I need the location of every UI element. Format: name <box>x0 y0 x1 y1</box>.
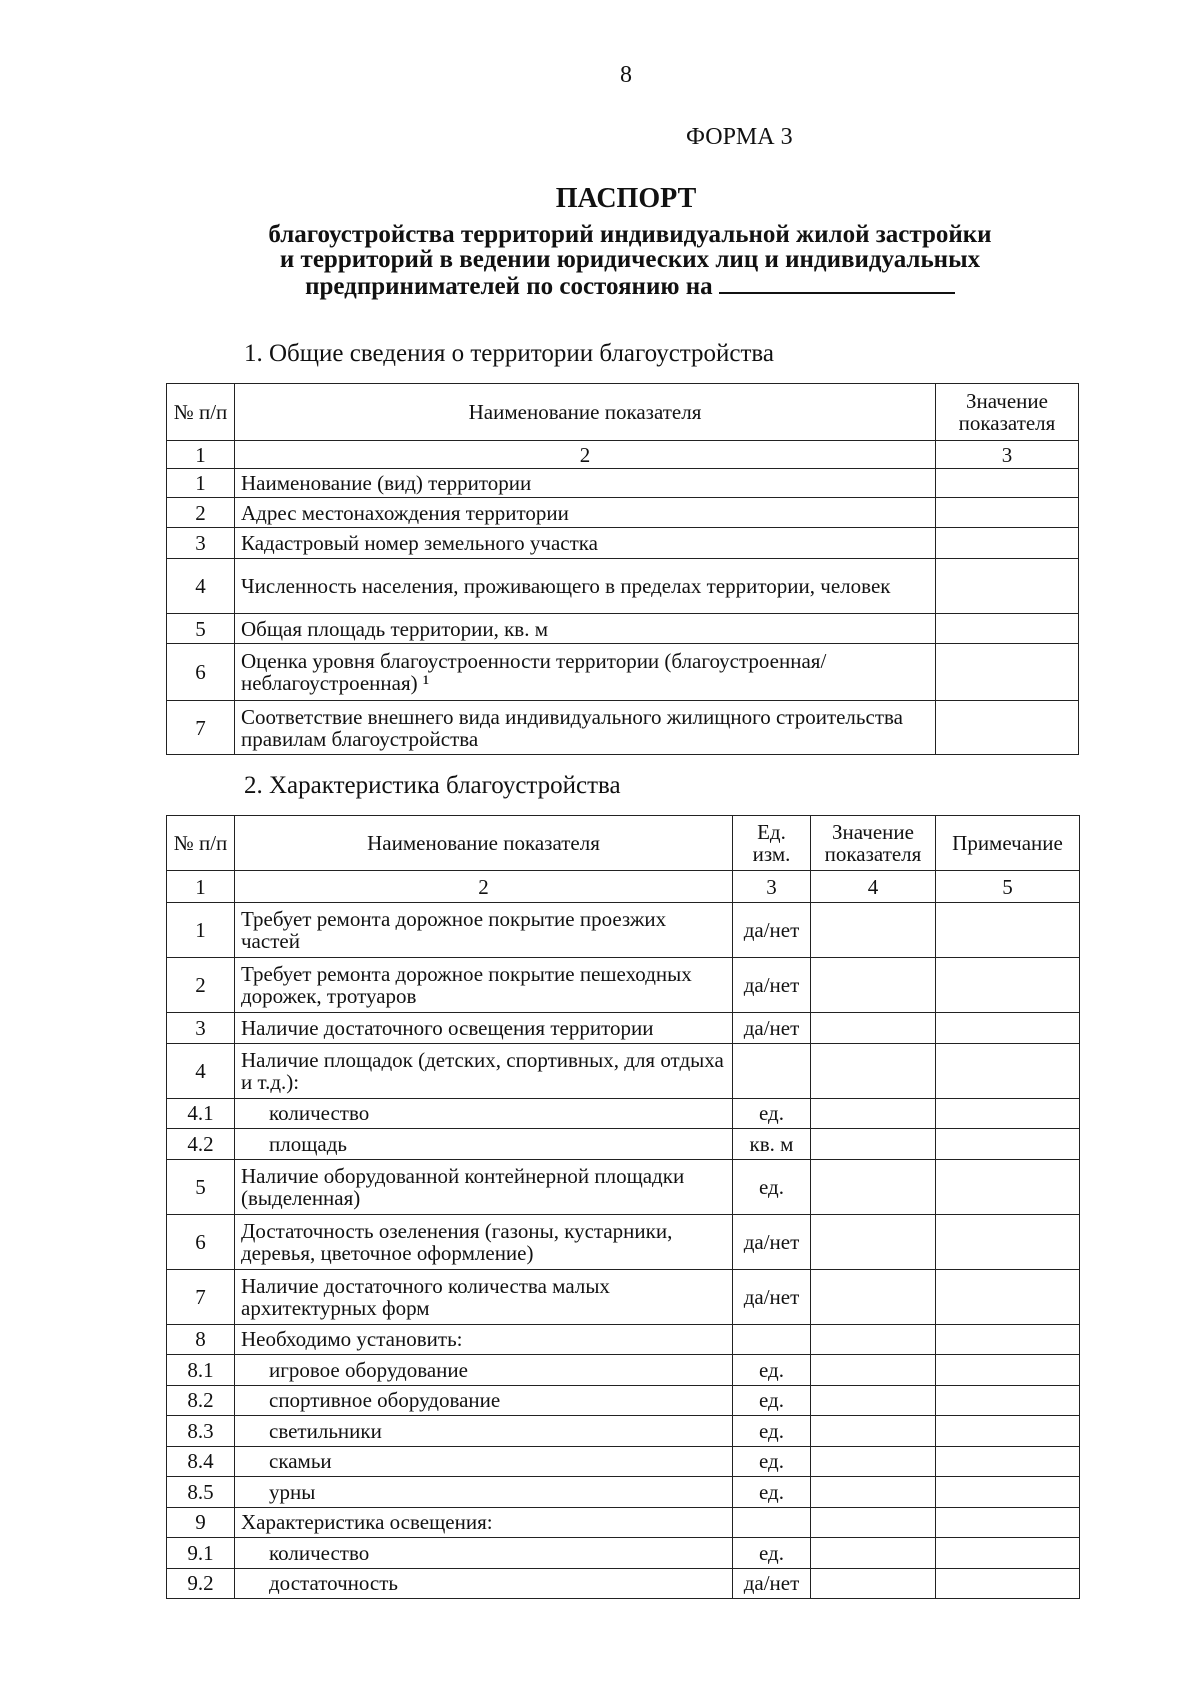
indicator-name: площадь <box>235 1129 733 1160</box>
note-header: Примечание <box>936 816 1080 871</box>
table-row <box>167 528 1079 559</box>
note-field[interactable] <box>936 1507 1080 1538</box>
indicator-value-field[interactable] <box>936 498 1079 528</box>
indicator-name: Характеристика освещения: <box>235 1507 733 1538</box>
subtitle-line: предпринимателей по состоянию на <box>305 273 713 300</box>
unit: ед. <box>733 1477 811 1508</box>
indicator-value-field[interactable] <box>811 1385 936 1416</box>
improvement-characteristics-table <box>166 815 1080 1599</box>
indicator-value-field[interactable] <box>936 559 1079 614</box>
value-header: Значение показателя <box>811 816 936 871</box>
column-number: 2 <box>235 441 936 469</box>
row-number: 9.2 <box>167 1568 235 1599</box>
indicator-value-field[interactable] <box>936 614 1079 644</box>
indicator-value-field[interactable] <box>811 1214 936 1269</box>
indicator-name: игровое оборудование <box>235 1355 733 1386</box>
note-field[interactable] <box>936 1159 1080 1214</box>
note-field[interactable] <box>936 1568 1080 1599</box>
indicator-name: количество <box>235 1098 733 1129</box>
number-header: № п/п <box>167 816 235 871</box>
unit: да/нет <box>733 1013 811 1044</box>
table-row <box>167 1507 1080 1538</box>
column-number: 4 <box>811 871 936 903</box>
name-header: Наименование показателя <box>235 384 936 441</box>
indicator-value-field[interactable] <box>936 469 1079 498</box>
unit-header: Ед. изм. <box>733 816 811 871</box>
column-number: 1 <box>167 871 235 903</box>
indicator-value-field[interactable] <box>811 1538 936 1569</box>
table-row <box>167 1568 1080 1599</box>
name-header: Наименование показателя <box>235 816 733 871</box>
indicator-value-field[interactable] <box>811 1013 936 1044</box>
indicator-value-field[interactable] <box>936 528 1079 559</box>
header-row <box>167 816 1080 871</box>
indicator-name: Адрес местонахождения территории <box>235 498 936 528</box>
note-field[interactable] <box>936 903 1080 958</box>
indicator-value-field[interactable] <box>811 1446 936 1477</box>
header-row <box>167 384 1079 441</box>
document-title: ПАСПОРТ <box>555 183 697 214</box>
column-number: 1 <box>167 441 235 469</box>
unit: ед. <box>733 1098 811 1129</box>
table-row <box>167 1214 1080 1269</box>
note-field[interactable] <box>936 958 1080 1013</box>
row-number: 4 <box>167 559 235 614</box>
row-number: 8.3 <box>167 1416 235 1447</box>
note-field[interactable] <box>936 1013 1080 1044</box>
page-number: 8 <box>620 62 632 88</box>
number-header: № п/п <box>167 384 235 441</box>
table-row <box>167 1477 1080 1508</box>
table-row <box>167 559 1079 614</box>
table-row <box>167 1159 1080 1214</box>
column-number: 5 <box>936 871 1080 903</box>
unit: да/нет <box>733 903 811 958</box>
note-field[interactable] <box>936 1538 1080 1569</box>
indicator-value-field[interactable] <box>811 903 936 958</box>
indicator-value-field[interactable] <box>811 1477 936 1508</box>
table-row <box>167 1013 1080 1044</box>
row-number: 2 <box>167 958 235 1013</box>
indicator-name: Наличие оборудованной контейнерной площадки (выделенная) <box>235 1159 733 1214</box>
indicator-name: урны <box>235 1477 733 1508</box>
column-number: 3 <box>936 441 1079 469</box>
indicator-value-field[interactable] <box>811 1324 936 1355</box>
row-number: 8.1 <box>167 1355 235 1386</box>
unit: ед. <box>733 1416 811 1447</box>
row-number: 8.5 <box>167 1477 235 1508</box>
note-field[interactable] <box>936 1324 1080 1355</box>
row-number: 5 <box>167 614 235 644</box>
indicator-value-field[interactable] <box>811 1043 936 1098</box>
indicator-name: светильники <box>235 1416 733 1447</box>
row-number: 2 <box>167 498 235 528</box>
indicator-value-field[interactable] <box>811 1159 936 1214</box>
unit: ед. <box>733 1355 811 1386</box>
row-number: 5 <box>167 1159 235 1214</box>
table-row <box>167 701 1079 755</box>
row-number: 9.1 <box>167 1538 235 1569</box>
row-number: 4.2 <box>167 1129 235 1160</box>
table-row <box>167 614 1079 644</box>
indicator-name: Соответствие внешнего вида индивидуального жилищного строительства правилам благоустройства <box>235 701 936 755</box>
unit: да/нет <box>733 958 811 1013</box>
indicator-name: Наличие достаточного количества малых архитектурных форм <box>235 1269 733 1324</box>
indicator-name: Общая площадь территории, кв. м <box>235 614 936 644</box>
row-number: 6 <box>167 1214 235 1269</box>
unit: ед. <box>733 1385 811 1416</box>
row-number: 1 <box>167 469 235 498</box>
row-number: 9 <box>167 1507 235 1538</box>
section2-heading: 2. Характеристика благоустройства <box>244 772 621 799</box>
row-number: 7 <box>167 1269 235 1324</box>
table-row <box>167 469 1079 498</box>
indicator-value-field[interactable] <box>811 1416 936 1447</box>
indicator-name: спортивное оборудование <box>235 1385 733 1416</box>
column-number-row <box>167 871 1080 903</box>
indicator-value-field[interactable] <box>811 1355 936 1386</box>
unit <box>733 1043 811 1098</box>
unit: да/нет <box>733 1214 811 1269</box>
note-field[interactable] <box>936 1385 1080 1416</box>
row-number: 1 <box>167 903 235 958</box>
indicator-name: Оценка уровня благоустроенности территории (благоустроенная/ неблагоустроенная) ¹ <box>235 644 936 701</box>
table-row <box>167 1355 1080 1386</box>
table-row <box>167 1098 1080 1129</box>
table-row <box>167 498 1079 528</box>
row-number: 3 <box>167 528 235 559</box>
document-subtitle <box>200 222 1060 299</box>
table-row <box>167 1446 1080 1477</box>
indicator-name: Наименование (вид) территории <box>235 469 936 498</box>
row-number: 8.4 <box>167 1446 235 1477</box>
note-field[interactable] <box>936 1355 1080 1386</box>
unit: ед. <box>733 1159 811 1214</box>
unit: да/нет <box>733 1269 811 1324</box>
column-number: 2 <box>235 871 733 903</box>
unit: ед. <box>733 1446 811 1477</box>
subtitle-line-with-date <box>200 272 1060 299</box>
note-field[interactable] <box>936 1129 1080 1160</box>
table-row <box>167 644 1079 701</box>
section1-heading: 1. Общие сведения о территории благоустройства <box>244 340 774 367</box>
subtitle-line: благоустройства территорий индивидуальной жилой застройки <box>268 221 992 248</box>
unit <box>733 1324 811 1355</box>
indicator-value-field[interactable] <box>811 1568 936 1599</box>
indicator-name: Численность населения, проживающего в пределах территории, человек <box>235 559 936 614</box>
table-row <box>167 1385 1080 1416</box>
indicator-value-field[interactable] <box>811 1507 936 1538</box>
note-field[interactable] <box>936 1214 1080 1269</box>
general-info-table <box>166 383 1079 755</box>
indicator-value-field[interactable] <box>811 1098 936 1129</box>
indicator-value-field[interactable] <box>811 958 936 1013</box>
note-field[interactable] <box>936 1446 1080 1477</box>
note-field[interactable] <box>936 1269 1080 1324</box>
table-row <box>167 1043 1080 1098</box>
table-row <box>167 958 1080 1013</box>
row-number: 4.1 <box>167 1098 235 1129</box>
table-row <box>167 1538 1080 1569</box>
row-number: 4 <box>167 1043 235 1098</box>
unit <box>733 1507 811 1538</box>
table-row <box>167 1324 1080 1355</box>
table-row <box>167 1269 1080 1324</box>
table-row <box>167 1416 1080 1447</box>
column-number-row <box>167 441 1079 469</box>
row-number: 8 <box>167 1324 235 1355</box>
note-field[interactable] <box>936 1477 1080 1508</box>
indicator-value-field[interactable] <box>936 644 1079 701</box>
row-number: 8.2 <box>167 1385 235 1416</box>
subtitle-line: и территорий в ведении юридических лиц и индивидуальных <box>279 246 981 273</box>
note-field[interactable] <box>936 1416 1080 1447</box>
indicator-name: Требует ремонта дорожное покрытие проезжих частей <box>235 903 733 958</box>
indicator-name: Наличие достаточного освещения территории <box>235 1013 733 1044</box>
column-number: 3 <box>733 871 811 903</box>
indicator-name: Требует ремонта дорожное покрытие пешеходных дорожек, тротуаров <box>235 958 733 1013</box>
value-header: Значение показателя <box>936 384 1079 441</box>
indicator-value-field[interactable] <box>936 701 1079 755</box>
unit: кв. м <box>733 1129 811 1160</box>
indicator-name: количество <box>235 1538 733 1569</box>
indicator-name: Кадастровый номер земельного участка <box>235 528 936 559</box>
row-number: 6 <box>167 644 235 701</box>
table-row <box>167 1129 1080 1160</box>
indicator-name: Необходимо установить: <box>235 1324 733 1355</box>
indicator-value-field[interactable] <box>811 1269 936 1324</box>
note-field[interactable] <box>936 1098 1080 1129</box>
date-blank-field[interactable] <box>719 272 955 294</box>
form-label: ФОРМА 3 <box>686 124 793 150</box>
indicator-name: Наличие площадок (детских, спортивных, для отдыха и т.д.): <box>235 1043 733 1098</box>
indicator-name: достаточность <box>235 1568 733 1599</box>
row-number: 3 <box>167 1013 235 1044</box>
note-field[interactable] <box>936 1043 1080 1098</box>
indicator-name: Достаточность озеленения (газоны, кустарники, деревья, цветочное оформление) <box>235 1214 733 1269</box>
table-row <box>167 903 1080 958</box>
row-number: 7 <box>167 701 235 755</box>
unit: ед. <box>733 1538 811 1569</box>
indicator-name: скамьи <box>235 1446 733 1477</box>
indicator-value-field[interactable] <box>811 1129 936 1160</box>
unit: да/нет <box>733 1568 811 1599</box>
